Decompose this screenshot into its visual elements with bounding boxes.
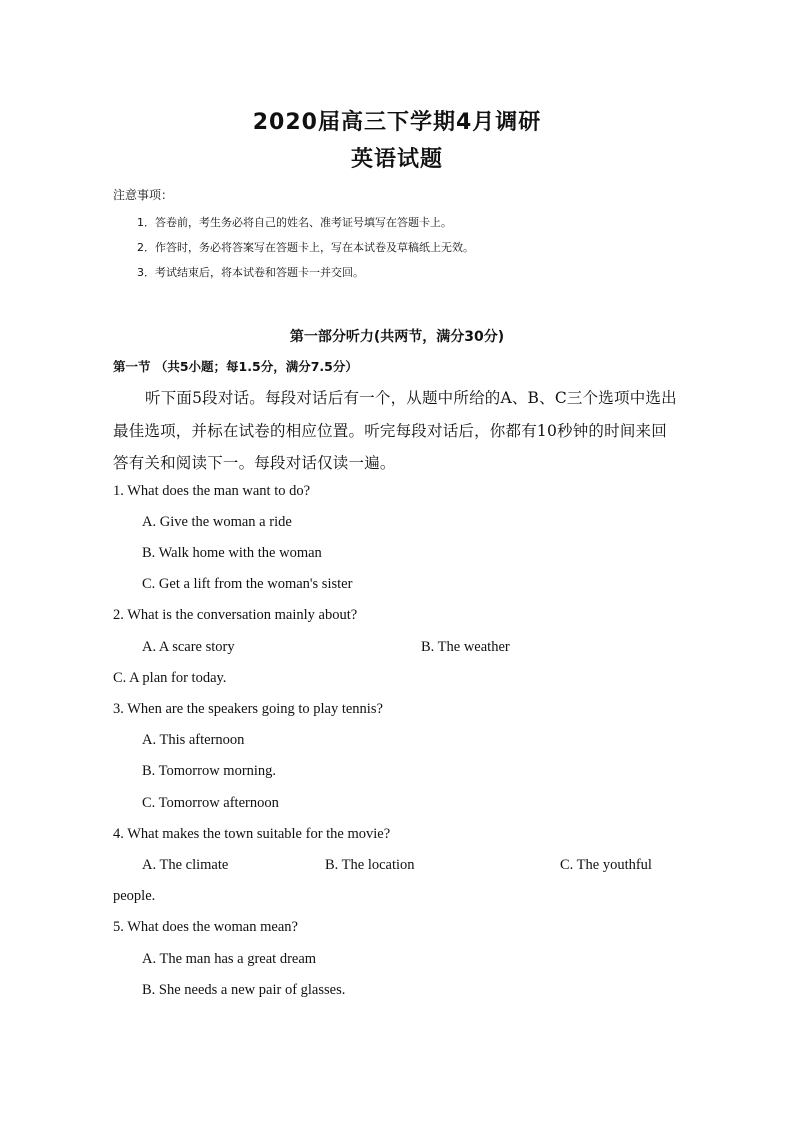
- notice-item: 1．答卷前，考生务必将自己的姓名、准考证号填写在答题卡上。: [137, 216, 452, 229]
- instructions-line: 最佳选项，并标在试卷的相应位置。听完每段对话后，你都有10秒钟的时间来回: [113, 422, 667, 440]
- option: B. The location: [325, 857, 415, 873]
- question-stem: 3. When are the speakers going to play tennis?: [113, 701, 383, 717]
- question-stem: 1. What does the man want to do?: [113, 483, 311, 499]
- notice-item: 2．作答时，务必将答案写在答题卡上，写在本试卷及草稿纸上无效。: [137, 241, 474, 254]
- option: B. Tomorrow morning.: [142, 763, 277, 779]
- option: A. The climate: [142, 857, 229, 873]
- option: B. Walk home with the woman: [142, 545, 322, 561]
- option: A. The man has a great dream: [142, 951, 317, 967]
- option: C. The youthful: [560, 857, 652, 873]
- question-stem: 4. What makes the town suitable for the movie?: [113, 826, 391, 842]
- option: A. This afternoon: [142, 732, 245, 748]
- option: B. She needs a new pair of glasses.: [142, 982, 346, 998]
- instructions-line: 答有关和阅读下一。每段对话仅读一遍。: [113, 454, 396, 472]
- question-stem: 2. What is the conversation mainly about?: [113, 607, 358, 623]
- option-continuation: people.: [113, 888, 156, 904]
- option: A. Give the woman a ride: [142, 514, 292, 530]
- option: C. Get a lift from the woman's sister: [142, 576, 353, 592]
- option: C. A plan for today.: [113, 670, 227, 686]
- option: A. A scare story: [142, 639, 235, 655]
- notice-heading: 注意事项：: [113, 188, 174, 202]
- instructions-line: 听下面5段对话。每段对话后有一个，从题中所给的A、B、C三个选项中选出: [145, 389, 677, 407]
- notice-item: 3．考试结束后，将本试卷和答题卡一并交回。: [137, 266, 364, 279]
- part-title: 第一部分听力(共两节，满分30分): [289, 329, 505, 345]
- exam-subject: 英语试题: [350, 147, 443, 172]
- option: C. Tomorrow afternoon: [142, 795, 279, 811]
- exam-title: 2020届高三下学期4月调研: [252, 110, 542, 135]
- option: B. The weather: [421, 639, 510, 655]
- section-title: 第一节 （共5小题；每1.5分，满分7.5分）: [113, 359, 358, 374]
- question-stem: 5. What does the woman mean?: [113, 919, 298, 935]
